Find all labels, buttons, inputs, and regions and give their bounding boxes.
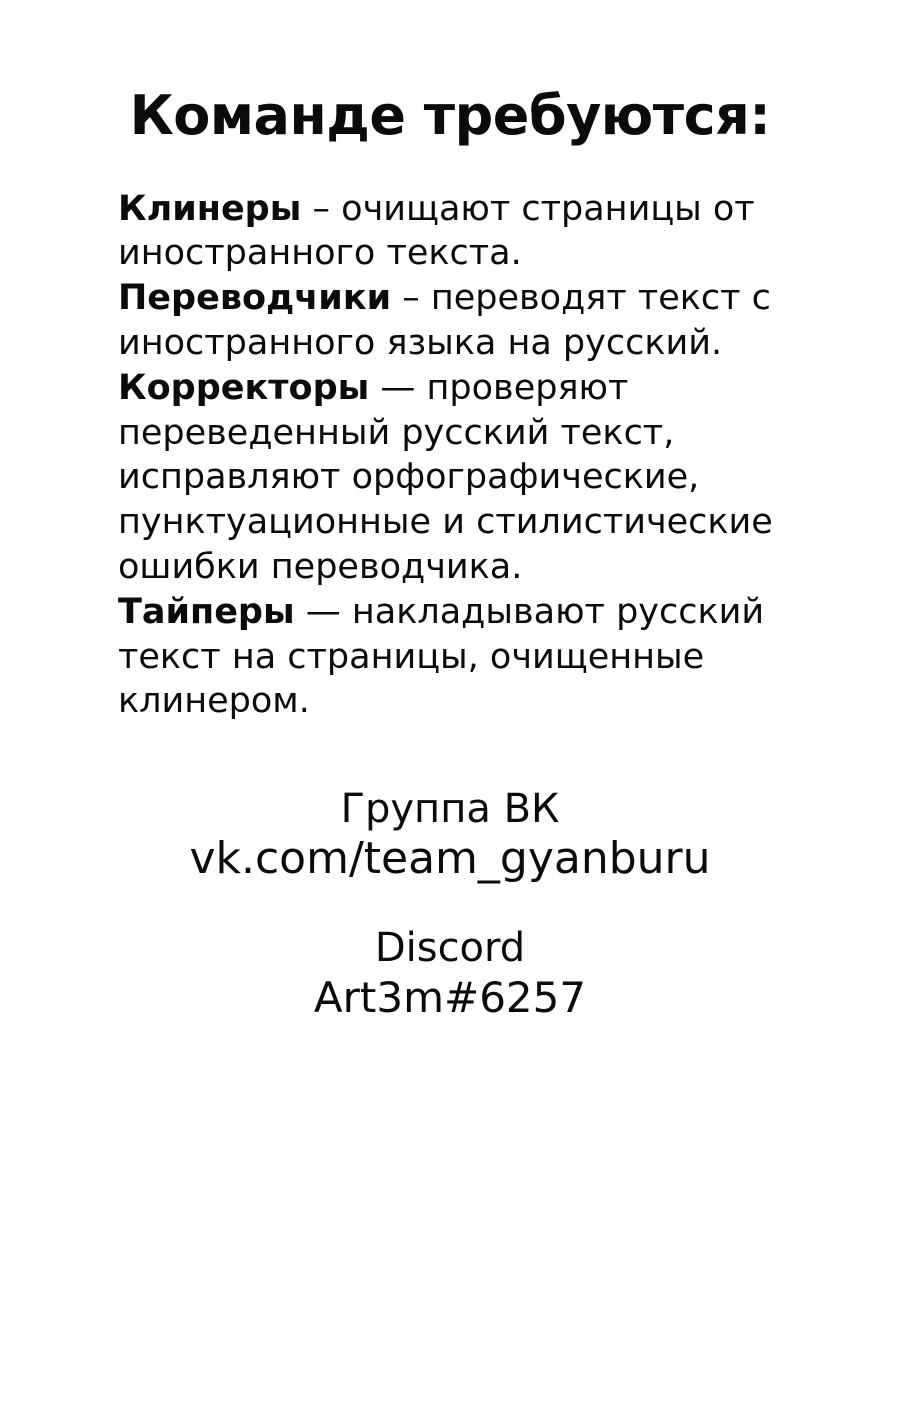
role-name: Клинеры xyxy=(118,188,302,229)
role-item xyxy=(118,276,782,366)
page-title: Команде требуются: xyxy=(129,84,771,147)
role-description: — накладывают русский текст на страницы, очищенные клинером. xyxy=(118,591,765,722)
role-item xyxy=(118,187,782,277)
contact-vk xyxy=(0,786,900,885)
role-description: – переводят текст с иностранного языка на русский. xyxy=(118,278,771,364)
role-name: Переводчики xyxy=(118,278,392,319)
role-item xyxy=(118,590,782,724)
contacts-section xyxy=(0,724,900,1022)
role-description: – очищают страницы от иностранного текста. xyxy=(118,188,755,274)
contact-value-vk-link[interactable]: vk.com/team_gyanburu xyxy=(189,833,711,885)
contact-label: Группа ВК xyxy=(340,786,560,833)
contact-label: Discord xyxy=(374,925,526,972)
role-name: Тайперы xyxy=(118,591,295,632)
contact-value-discord-tag[interactable]: Art3m#6257 xyxy=(313,972,587,1022)
contact-discord xyxy=(0,925,900,1022)
role-item xyxy=(118,366,782,590)
roles-list xyxy=(0,145,900,725)
role-description: — проверяют переведенный русский текст, исправляют орфографические, пунктуационные и стилистические ошибки переводчика. xyxy=(118,367,773,588)
role-name: Корректоры xyxy=(118,367,370,408)
